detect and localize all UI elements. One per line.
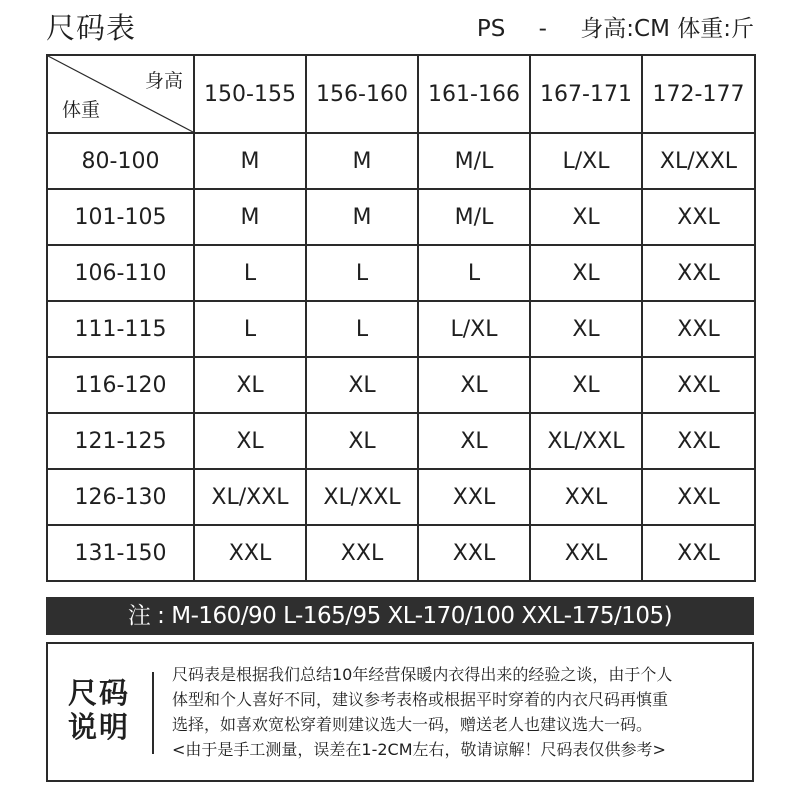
size-cell: XL [530,301,642,357]
size-cell: M [306,189,418,245]
size-cell: XL/XXL [642,133,755,189]
ps-label: PS [476,16,506,42]
size-cell: XXL [530,469,642,525]
height-header: 167-171 [530,55,642,133]
table-row [47,245,755,301]
units-label: 身高:CM 体重:斤 [580,16,754,42]
size-cell: XL/XXL [306,469,418,525]
description-line: 体型和个人喜好不同，建议参考表格或根据平时穿着的内衣尺码再慎重 [172,690,669,709]
size-cell: M [194,189,306,245]
weight-cell: 126-130 [47,469,194,525]
size-cell: M [306,133,418,189]
weight-cell: 101-105 [47,189,194,245]
unit-header [477,10,754,43]
height-header: 161-166 [418,55,530,133]
size-cell: XL/XXL [530,413,642,469]
size-cell: XXL [194,525,306,581]
size-cell: XXL [642,525,755,581]
size-note-bar: 注 : M-160/90 L-165/95 XL-170/100 XXL-175/105) [46,597,754,635]
size-cell: M/L [418,133,530,189]
table-row [47,133,755,189]
size-cell: L [306,301,418,357]
weight-cell: 116-120 [47,357,194,413]
height-header: 172-177 [642,55,755,133]
size-cell: XL [530,245,642,301]
size-cell: L [306,245,418,301]
size-cell: XL [194,413,306,469]
size-cell: XXL [642,245,755,301]
table-row [47,301,755,357]
description-line: 尺码表是根据我们总结10年经营保暖内衣得出来的经验之谈，由于个人 [172,665,673,684]
description-line: 选择，如喜欢宽松穿着则建议选大一码，赠送老人也建议选大一码。 [172,715,653,734]
weight-cell: 131-150 [47,525,194,581]
size-cell: XXL [418,525,530,581]
size-cell: XL [418,357,530,413]
weight-cell: 111-115 [47,301,194,357]
description-title [68,676,138,744]
table-row [47,413,755,469]
corner-cell [47,55,194,133]
size-cell: M [194,133,306,189]
size-cell: XXL [530,525,642,581]
description-text [172,662,744,762]
vertical-divider [152,672,154,754]
corner-height-label: 身高 [144,70,183,92]
size-cell: XL [418,413,530,469]
size-cell: L [194,301,306,357]
description-title-line: 尺码 [68,676,131,710]
description-title-line: 说明 [68,710,131,744]
weight-cell: 121-125 [47,413,194,469]
weight-cell: 80-100 [47,133,194,189]
size-cell: L [418,245,530,301]
table-row [47,525,755,581]
height-header: 156-160 [306,55,418,133]
size-cell: XXL [642,357,755,413]
size-description-box [46,642,754,782]
size-cell: XL [530,189,642,245]
height-header: 150-155 [194,55,306,133]
size-cell: XXL [642,469,755,525]
dash-separator: - [538,16,547,42]
size-cell: XXL [642,189,755,245]
size-cell: XL [530,357,642,413]
page-title: 尺码表 [46,11,137,45]
table-row [47,189,755,245]
table-row [47,357,755,413]
weight-cell: 106-110 [47,245,194,301]
size-cell: XL [194,357,306,413]
size-cell: L/XL [530,133,642,189]
size-cell: XXL [306,525,418,581]
description-line: <由于是手工测量，误差在1-2CM左右，敬请谅解！尺码表仅供参考> [172,740,666,759]
size-cell: XXL [418,469,530,525]
size-cell: XL/XXL [194,469,306,525]
corner-weight-label: 体重 [62,99,101,121]
size-cell: L [194,245,306,301]
table-row [47,469,755,525]
size-cell: XXL [642,413,755,469]
size-chart-table [46,54,756,582]
size-cell: XXL [642,301,755,357]
table-header-row [47,55,755,133]
size-cell: XL [306,413,418,469]
size-cell: XL [306,357,418,413]
size-cell: L/XL [418,301,530,357]
size-cell: M/L [418,189,530,245]
